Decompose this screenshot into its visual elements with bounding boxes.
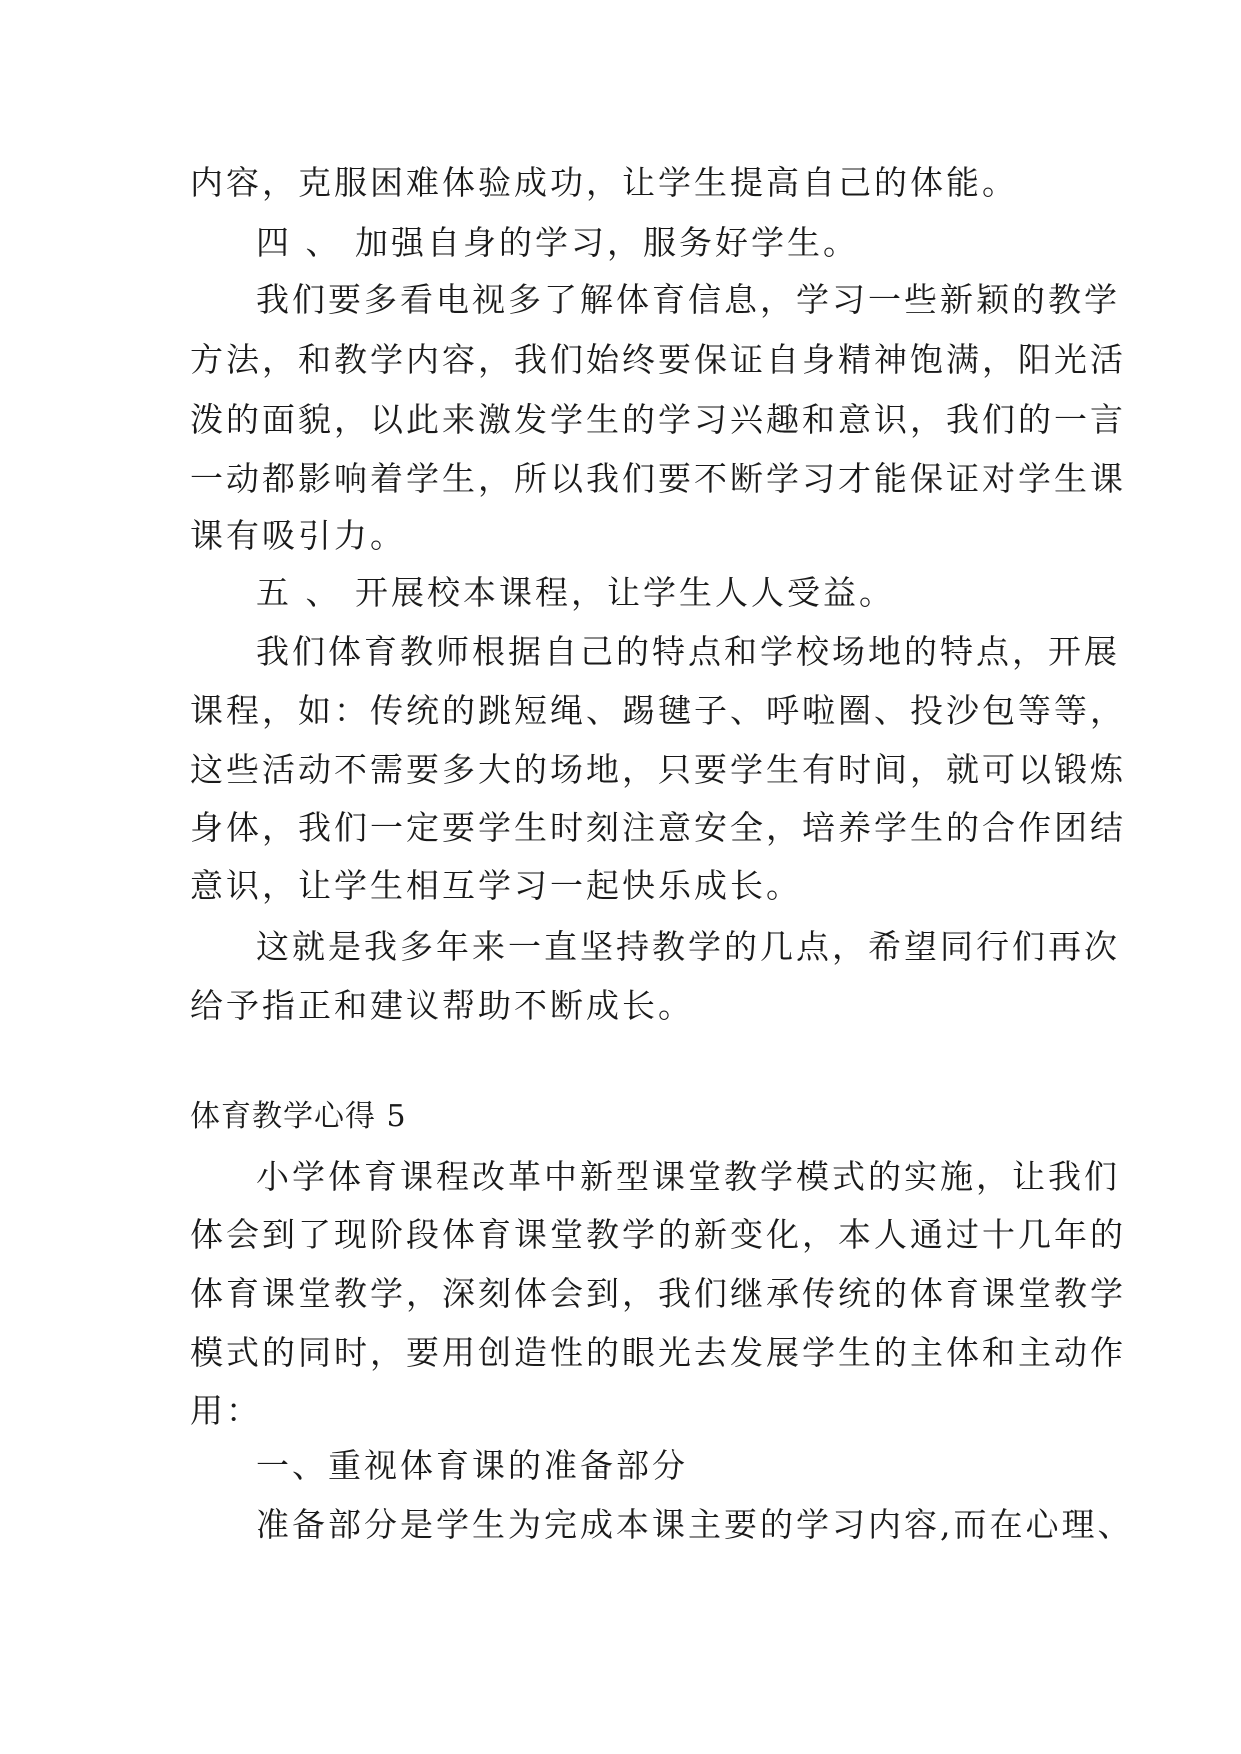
paragraph-start: 我们要多看电视多了解体育信息，学习一些新颖的教学 — [256, 280, 1120, 319]
paragraph-start: 我们体育教师根据自己的特点和学校场地的特点，开展 — [256, 632, 1120, 671]
text-line: 身体，我们一定要学生时刻注意安全，培养学生的合作团结 — [190, 808, 1126, 847]
text-line: 方法，和教学内容，我们始终要保证自身精神饱满，阳光活 — [190, 340, 1126, 379]
text-line: 体会到了现阶段体育课堂教学的新变化，本人通过十几年的 — [190, 1215, 1126, 1254]
text-line: 课程，如：传统的跳短绳、踢毽子、呼啦圈、投沙包等等， — [190, 691, 1126, 730]
text-line: 模式的同时，要用创造性的眼光去发展学生的主体和主动作 — [190, 1333, 1126, 1372]
paragraph-start: 小学体育课程改革中新型课堂教学模式的实施，让我们 — [256, 1157, 1120, 1196]
section-heading-4: 四 、 加强自身的学习，服务好学生。 — [256, 223, 859, 262]
text-line: 泼的面貌，以此来激发学生的学习兴趣和意识，我们的一言 — [190, 400, 1126, 439]
section-heading-5: 五 、 开展校本课程，让学生人人受益。 — [256, 573, 895, 612]
paragraph-start: 准备部分是学生为完成本课主要的学习内容,而在心理、 — [256, 1505, 1134, 1544]
text-line: 一动都影响着学生，所以我们要不断学习才能保证对学生课 — [190, 459, 1126, 498]
text-line: 内容，克服困难体验成功，让学生提高自己的体能。 — [190, 163, 1018, 202]
article-title: 体育教学心得 5 — [190, 1099, 407, 1134]
text-line: 给予指正和建议帮助不断成长。 — [190, 986, 694, 1025]
text-line: 意识，让学生相互学习一起快乐成长。 — [190, 866, 802, 905]
section-heading-1: 一、重视体育课的准备部分 — [256, 1446, 688, 1485]
text-line: 体育课堂教学，深刻体会到，我们继承传统的体育课堂教学 — [190, 1274, 1126, 1313]
text-line: 课有吸引力。 — [190, 516, 406, 555]
text-line: 这些活动不需要多大的场地，只要学生有时间，就可以锻炼 — [190, 750, 1126, 789]
text-line: 用： — [190, 1391, 262, 1430]
paragraph-start: 这就是我多年来一直坚持教学的几点，希望同行们再次 — [256, 927, 1120, 966]
